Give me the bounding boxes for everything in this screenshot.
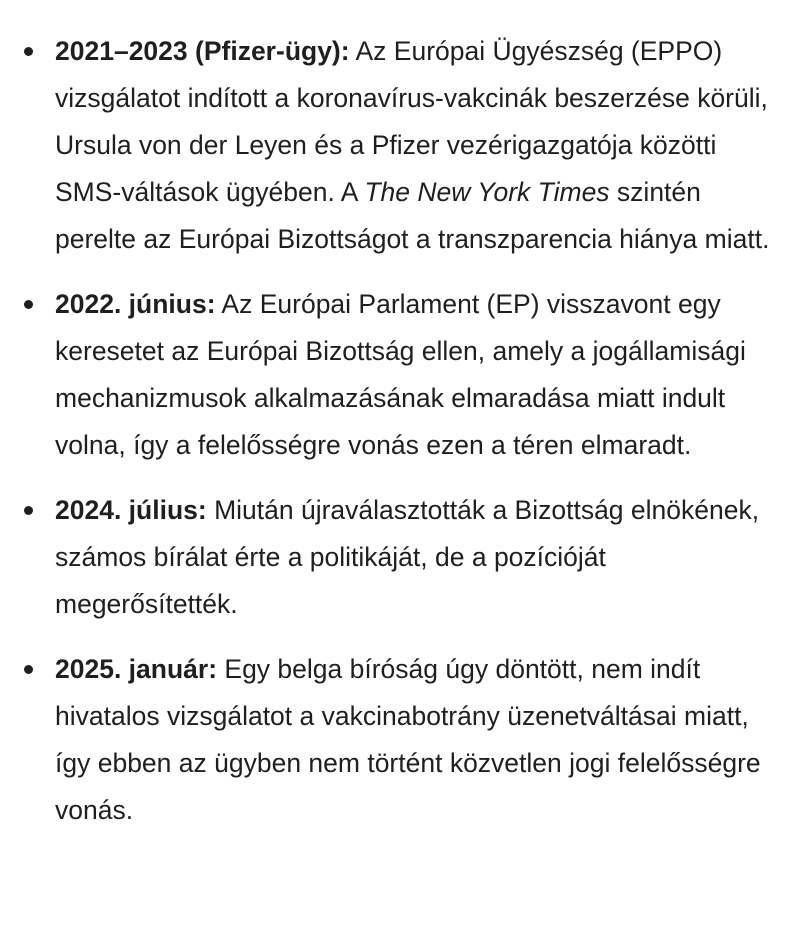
bullet-icon: [24, 300, 33, 309]
timeline-date: 2021–2023 (Pfizer-ügy):: [55, 36, 350, 66]
timeline-date: 2025. január:: [55, 654, 218, 684]
timeline-text: Az Európai Ügyészség (EPPO) vizsgálatot indított a koronavírus-vakcinák beszerzése körüli, Ursula von der Leyen és a Pfizer vezérigazgatója közötti SMS-váltások ügyében. A: [55, 36, 768, 207]
timeline-text: Miután újraválasztották a Bizottság elnökének, számos bírálat érte a politikáját, de a pozícióját megerősítették.: [55, 495, 760, 619]
timeline-date: 2022. június:: [55, 289, 216, 319]
bullet-icon: [24, 506, 33, 515]
timeline-text: Egy belga bíróság úgy döntött, nem indít hivatalos vizsgálatot a vakcinabotrány üzenetváltásai miatt, így ebben az ügyben nem történt közvetlen jogi felelősségre vonás.: [55, 654, 761, 825]
publication-title: The New York Times: [364, 177, 610, 207]
timeline-item-pfizer-case: [18, 28, 770, 263]
timeline-text: Az Európai Parlament (EP) visszavont egy keresetet az Európai Bizottság ellen, amely a jogállamisági mechanizmusok alkalmazásának elmaradása miatt indult volna, így a felelősségre vonás ezen a téren elmaradt.: [55, 289, 746, 460]
bullet-icon: [24, 665, 33, 674]
timeline-date: 2024. július:: [55, 495, 207, 525]
timeline-item-2022-june: [18, 281, 770, 469]
bullet-icon: [24, 47, 33, 56]
timeline-item-2025-january: [18, 646, 770, 834]
timeline-item-2024-july: [18, 487, 770, 628]
timeline-text-continued: szintén perelte az Európai Bizottságot a transzparencia hiánya miatt.: [55, 177, 770, 254]
